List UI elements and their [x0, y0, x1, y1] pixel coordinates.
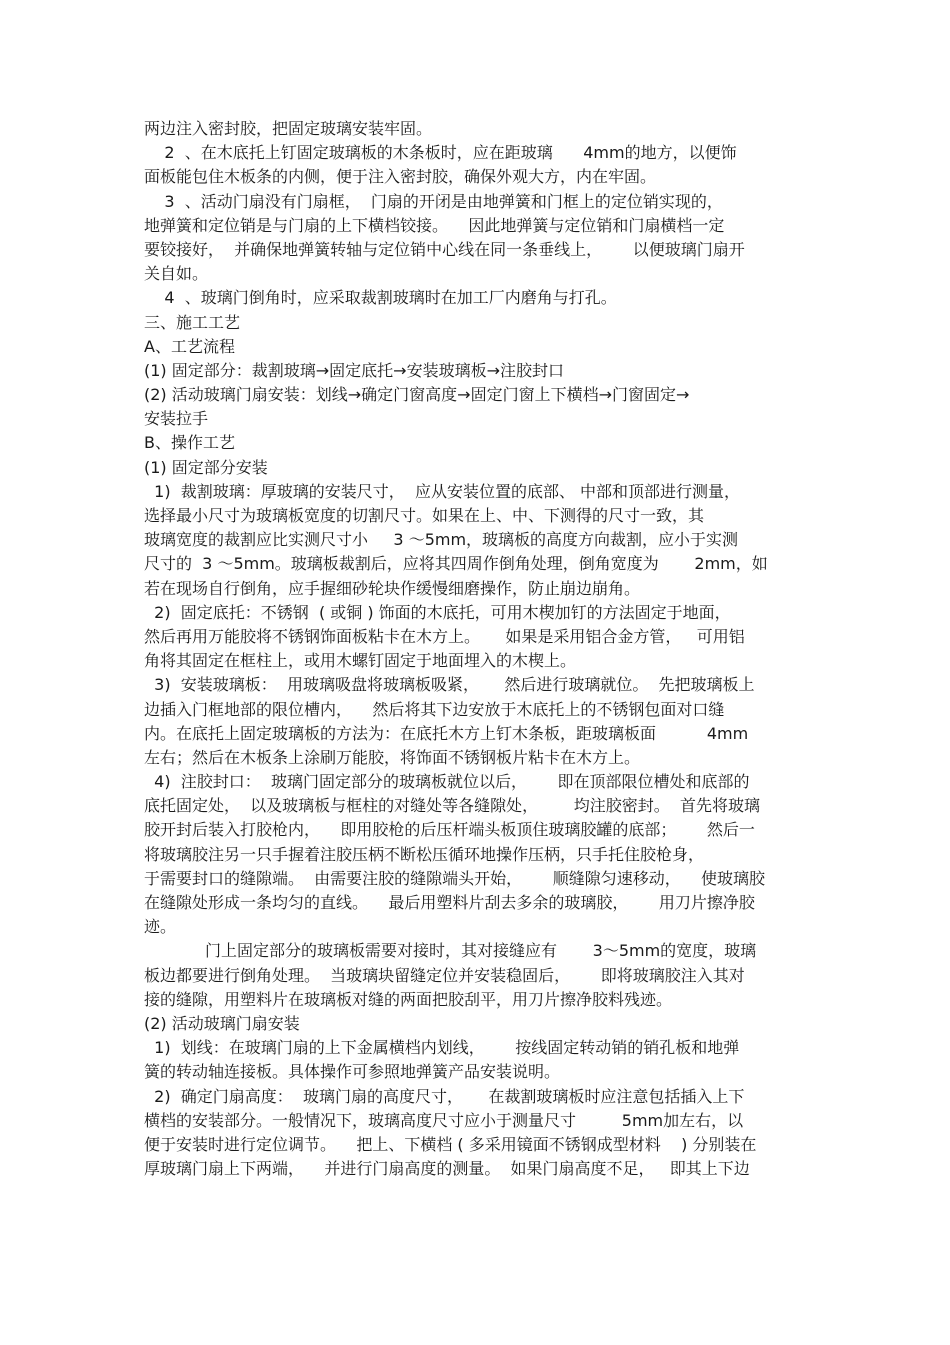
text-line: (2) 活动玻璃门扇安装：划线→确定门窗高度→固定门窗上下横档→门窗固定→	[144, 385, 690, 405]
text-line: 门上固定部分的玻璃板需要对接时，其对接缝应有 3～5mm的宽度，玻璃	[144, 941, 757, 961]
text-line: 横档的安装部分。一般情况下，玻璃高度尺寸应小于测量尺寸 5mm加左右，以	[144, 1110, 744, 1130]
subsection-heading: B、操作工艺	[144, 433, 235, 453]
subsection-heading: A、工艺流程	[144, 336, 235, 356]
text-line: 在缝隙处形成一条均匀的直线。 最后用塑料片刮去多余的玻璃胶， 用刀片擦净胶	[144, 893, 755, 912]
body-text	[144, 117, 806, 1181]
text-line: 板边都要进行倒角处理。 当玻璃块留缝定位并安装稳固后， 即将玻璃胶注入其对	[144, 965, 745, 985]
text-line: 接的缝隙，用塑料片在玻璃板对缝的两面把胶刮平，用刀片擦净胶料残迹。	[144, 989, 673, 1009]
text-line: 簧的转动轴连接板。具体操作可参照地弹簧产品安装说明。	[144, 1062, 561, 1082]
text-line: 2) 固定底托：不锈钢 ( 或铜 ) 饰面的木底托，可用木楔加钉的方法固定于地面，	[144, 602, 731, 622]
text-line: 两边注入密封胶，把固定玻璃安装牢固。	[144, 119, 433, 138]
text-line: (2) 活动玻璃门扇安装	[144, 1013, 300, 1033]
text-line: 地弹簧和定位销是与门扇的上下横档铰接。 因此地弹簧与定位销和门扇横档一定	[144, 215, 725, 235]
text-line: (1) 固定部分安装	[144, 457, 268, 477]
text-line: 3 、活动门扇没有门扇框， 门扇的开闭是由地弹簧和门框上的定位销实现的，	[144, 191, 723, 211]
text-line: 安装拉手	[144, 409, 209, 429]
text-line: 胶开封后装入打胶枪内， 即用胶枪的后压杆端头板顶住玻璃胶罐的底部； 然后一	[144, 820, 755, 840]
text-line: 关自如。	[144, 264, 209, 284]
text-line: 内。在底托上固定玻璃板的方法为：在底托木方上钉木条板，距玻璃板面 4mm	[144, 723, 749, 743]
section-heading: 三、施工工艺	[144, 312, 241, 332]
text-line: 边插入门框地部的限位槽内， 然后将其下边安放于木底托上的不锈钢包面对口缝	[144, 699, 725, 719]
text-line: 2 、在木底托上钉固定玻璃板的木条板时，应在距玻璃 4mm的地方，以便饰	[144, 143, 737, 163]
text-line: 便于安装时进行定位调节。 把上、下横档 ( 多采用镜面不锈钢成型材料 ) 分别装在	[144, 1134, 757, 1154]
text-line: 选择最小尺寸为玻璃板宽度的切割尺寸。如果在上、中、下测得的尺寸一致，其	[144, 506, 705, 525]
text-line: 角将其固定在框柱上，或用木螺钉固定于地面埋入的木楔上。	[144, 651, 577, 671]
text-line: 玻璃宽度的裁割应比实测尺寸小 3 ～5mm，玻璃板的高度方向裁割，应小于实测	[144, 530, 739, 550]
text-line: 厚玻璃门扇上下两端， 并进行门扇高度的测量。 如果门扇高度不足， 即其上下边	[144, 1159, 750, 1179]
text-line: 于需要封口的缝隙端。 由需要注胶的缝隙端头开始， 顺缝隙匀速移动， 使玻璃胶	[144, 868, 766, 888]
text-line: 4) 注胶封口： 玻璃门固定部分的玻璃板就位以后， 即在顶部限位槽处和底部的	[144, 772, 750, 792]
text-line: 要铰接好， 并确保地弹簧转轴与定位销中心线在同一条垂线上， 以便玻璃门扇开	[144, 239, 745, 259]
text-line: 若在现场自行倒角，应手握细砂轮块作缓慢细磨操作，防止崩边崩角。	[144, 578, 641, 598]
text-line: 迹。	[144, 917, 177, 937]
text-line: 面板能包住木板条的内侧，便于注入密封胶，确保外观大方，内在牢固。	[144, 167, 657, 187]
text-line: 将玻璃胶注另一只手握着注胶压柄不断松压循环地操作压柄，只手托住胶枪身，	[144, 844, 705, 864]
text-line: 底托固定处， 以及玻璃板与框柱的对缝处等各缝隙处， 均注胶密封。 首先将玻璃	[144, 796, 760, 816]
text-line: (1) 固定部分：裁割玻璃→固定底托→安装玻璃板→注胶封口	[144, 360, 564, 380]
text-line: 2) 确定门扇高度： 玻璃门扇的高度尺寸， 在裁割玻璃板时应注意包括插入上下	[144, 1086, 745, 1106]
text-line: 尺寸的 3 ～5mm。玻璃板裁割后，应将其四周作倒角处理，倒角宽度为 2mm，如	[144, 554, 768, 574]
text-line: 然后再用万能胶将不锈钢饰面板粘卡在木方上。 如果是采用铝合金方管， 可用铝	[144, 626, 745, 646]
text-line: 1) 裁割玻璃：厚玻璃的安装尺寸， 应从安装位置的底部、 中部和顶部进行测量，	[144, 481, 741, 501]
text-line: 4 、玻璃门倒角时，应采取裁割玻璃时在加工厂内磨角与打孔。	[144, 288, 617, 308]
text-line: 3) 安装玻璃板： 用玻璃吸盘将玻璃板吸紧， 然后进行玻璃就位。 先把玻璃板上	[144, 675, 755, 695]
text-line: 左右；然后在木板条上涂刷万能胶，将饰面不锈钢板片粘卡在木方上。	[144, 747, 641, 767]
text-line: 1) 划线：在玻璃门扇的上下金属横档内划线， 按线固定转动销的销孔板和地弹	[144, 1038, 740, 1058]
